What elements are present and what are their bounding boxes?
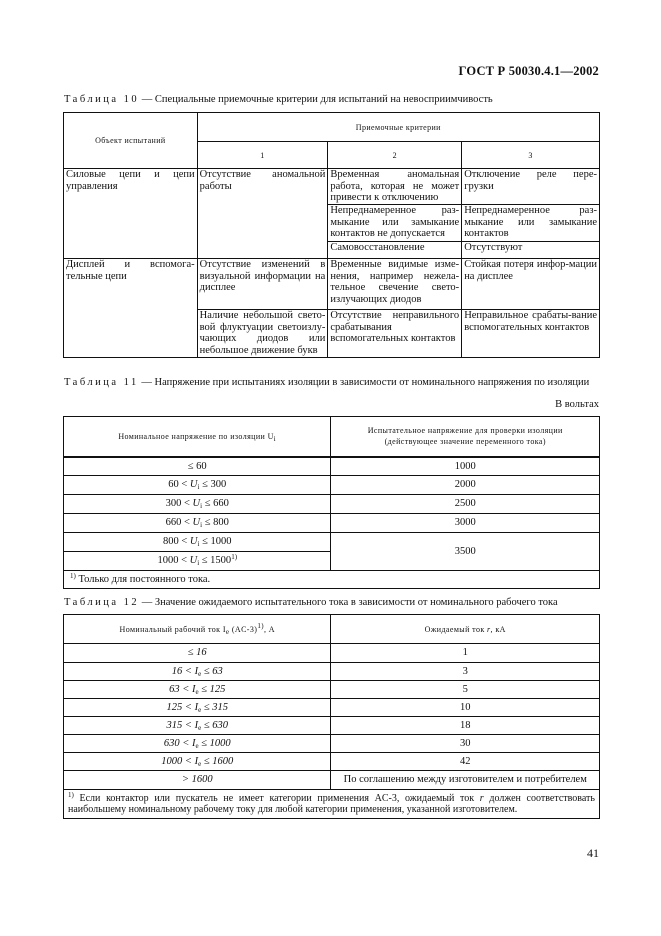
- t12-current: ≤ 16: [64, 644, 331, 663]
- t12-current: $630 < I_e \le 1000$: [64, 735, 331, 753]
- t12-current: $16 < I_e \le 63$: [64, 663, 331, 681]
- t11-test: 2000: [331, 476, 600, 495]
- t12-current: > 1600: [64, 771, 331, 790]
- table10-caption: Таблица 10 — Специальные приемочные критерии для испытаний на невосприимчивость: [64, 94, 493, 105]
- t12-expected: 42: [331, 753, 600, 771]
- t10-cell: Непреднамеренное раз-мыкание или замыкание контактов: [462, 205, 600, 242]
- t11-test: 3000: [331, 514, 600, 533]
- t11-test: 2500: [331, 495, 600, 514]
- t10-col-3: 3: [462, 142, 600, 169]
- t11-voltage: $660 < U_i \le 800$: [64, 514, 331, 533]
- t12-col-expected: Ожидаемый ток r, кА: [331, 615, 600, 644]
- t12-expected: 18: [331, 717, 600, 735]
- t10-cell: Отсутствие аномальной работы: [197, 169, 328, 259]
- t11-col-voltage: Номинальное напряжение по изоляции $U_i$: [64, 417, 331, 457]
- t10-cell: Стойкая потеря инфор-мации на дисплее: [462, 259, 600, 310]
- t10-object-display: Дисплей и вспомога-тельные цепи: [64, 259, 198, 358]
- page-number: 41: [587, 846, 599, 860]
- table11-unit: В вольтах: [555, 399, 599, 410]
- t11-footnote: $^{1)}$ Только для постоянного тока.: [64, 571, 600, 589]
- t10-cell: Отсутствуют: [462, 242, 600, 259]
- t10-col-criteria: Приемочные критерии: [197, 113, 599, 142]
- t11-voltage: $1000 < U_i \le 1500^{1)}$: [64, 552, 331, 571]
- t10-cell: Отключение реле пере-грузки: [462, 169, 600, 205]
- t12-current: $315 < I_e \le 630$: [64, 717, 331, 735]
- t10-col-2: 2: [328, 142, 462, 169]
- t11-voltage: $60 < U_i \le 300$: [64, 476, 331, 495]
- t12-expected: 5: [331, 681, 600, 699]
- t10-cell: Отсутствие изменений в визуальной информации на дисплее: [197, 259, 328, 310]
- t12-expected: 10: [331, 699, 600, 717]
- t10-cell: Временная аномальная работа, которая не может привести к отключению: [328, 169, 462, 205]
- t10-cell: Временные видимые изме-нения, например нежела-тельное свечение свето-излучающих диодов: [328, 259, 462, 310]
- t11-voltage: $300 < U_i \le 660$: [64, 495, 331, 514]
- t12-expected: 30: [331, 735, 600, 753]
- t10-cell: Непреднамеренное раз-мыкание или замыкание контактов не допускается: [328, 205, 462, 242]
- table11-caption: Таблица 11 — Напряжение при испытаниях изоляции в зависимости от номинального напряжения по изоляции: [64, 377, 590, 388]
- table12: [63, 614, 600, 819]
- t10-cell: Отсутствие неправильного срабатывания вспомогательных контактов: [328, 310, 462, 358]
- t12-current: $63 < I_e \le 125$: [64, 681, 331, 699]
- t10-cell: Самовосстановление: [328, 242, 462, 259]
- table12-caption: Таблица 12 — Значение ожидаемого испытательного тока в зависимости от номинального рабочего тока: [64, 597, 558, 608]
- t11-test: 1000: [331, 457, 600, 476]
- t12-current: $125 < I_e \le 315$: [64, 699, 331, 717]
- t10-object-power: Силовые цепи и цепи управления: [64, 169, 198, 259]
- t12-col-current: Номинальный рабочий ток $I_e$ $(AC-3)^{1)}$, А: [64, 615, 331, 644]
- t10-col-1: 1: [197, 142, 328, 169]
- t11-col-test: Испытательное напряжение для проверки изоляции (действующее значение переменного тока): [331, 417, 600, 457]
- table11: [63, 416, 600, 589]
- table10: [63, 112, 600, 358]
- t12-current: $1000 < I_e \le 1600$: [64, 753, 331, 771]
- t12-footnote: $^{1)}$ Если контактор или пускатель не имеет категории применения AC-3, ожидаемый ток r должен соответствовать наибольшему номинальному рабочему току для любой категории применения, указанной изготовителем.: [64, 790, 600, 819]
- t10-cell: Наличие небольшой свето-вой флуктуации светоизлу-чающих диодов или небольшое движение букв: [197, 310, 328, 358]
- t12-expected: По соглашению между изготовителем и потребителем: [331, 771, 600, 790]
- t11-voltage: ≤ 60: [64, 457, 331, 476]
- t11-voltage: $800 < U_i \le 1000$: [64, 533, 331, 552]
- t12-expected: 3: [331, 663, 600, 681]
- t10-col-object: Объект испытаний: [64, 113, 198, 169]
- standard-header: ГОСТ Р 50030.4.1—2002: [458, 64, 599, 78]
- t12-expected: 1: [331, 644, 600, 663]
- t10-cell: Неправильное срабаты-вание вспомогательных контактов: [462, 310, 600, 358]
- t11-test: 3500: [331, 533, 600, 571]
